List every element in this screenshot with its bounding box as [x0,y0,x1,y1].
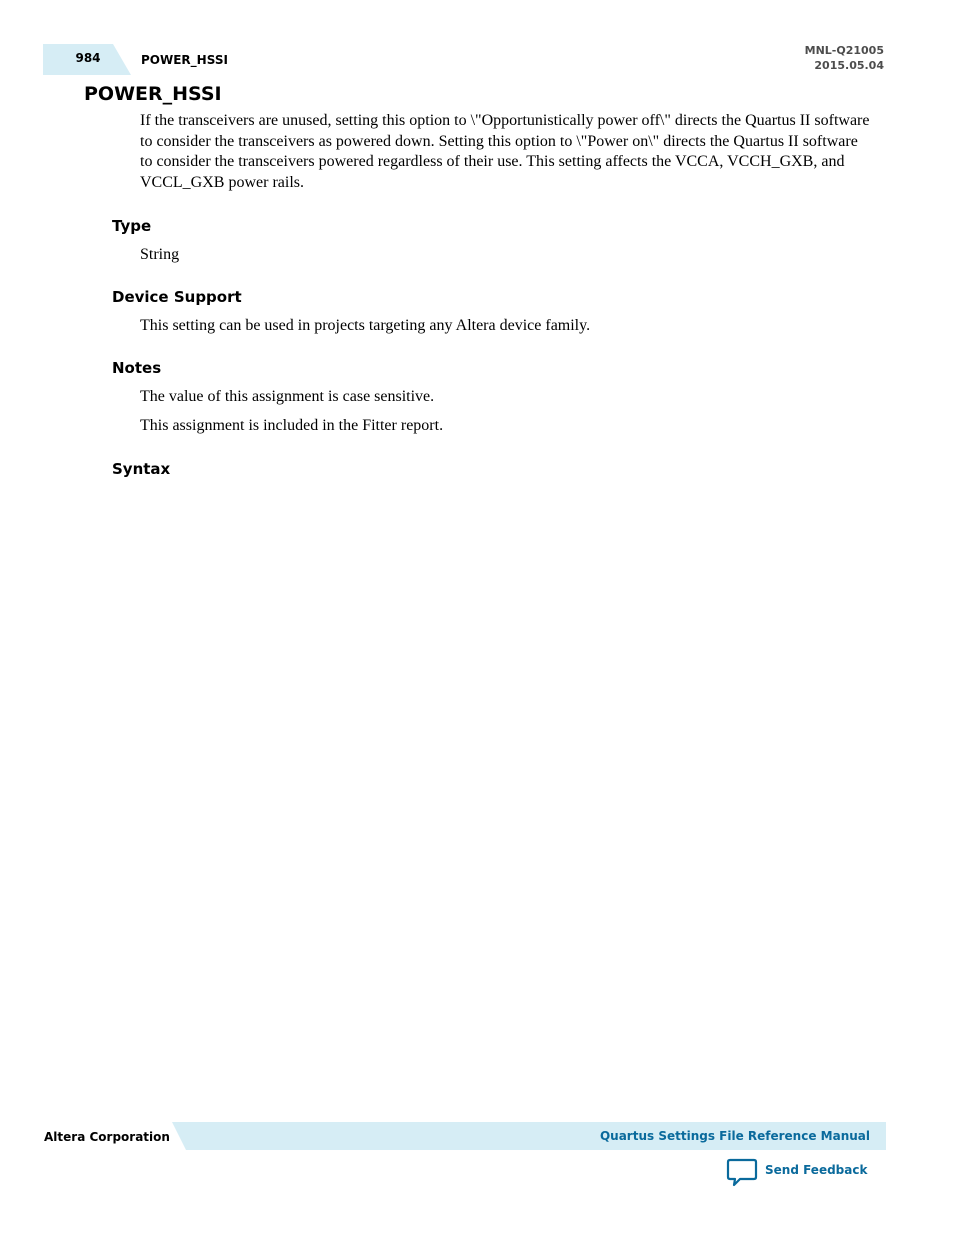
description-paragraph: If the transceivers are unused, setting this option to \"Opportunistically power off\" directs the Quartus II software to consider the transceivers as powered down. Setting this option to \"Power on\" directs the Quartus II software to consider the transceivers powered regardless of their use. This setting affects the VCCA, VCCH_GXB, and VCCL_GXB power rails. [140,112,870,191]
footer-company: Altera Corporation [44,1130,170,1144]
manual-title-link[interactable]: Quartus Settings File Reference Manual [599,1129,870,1143]
syntax-heading: Syntax [112,460,171,478]
device-support-text: This setting can be used in projects targeting any Altera device family. [140,317,591,334]
running-section-title: POWER_HSSI [141,53,228,67]
note-item: This assignment is included in the Fitter report. [140,417,444,434]
send-feedback-label: Send Feedback [765,1163,868,1177]
document-date: 2015.05.04 [814,59,884,72]
type-value: String [140,246,180,263]
page-title: POWER_HSSI [84,83,222,105]
document-id: MNL-Q21005 [804,44,884,57]
document-info [805,43,884,73]
type-heading: Type [112,217,152,235]
note-item: The value of this assignment is case sensitive. [140,388,435,405]
notes-heading: Notes [112,359,162,377]
page-number: 984 [75,51,101,65]
device-support-heading: Device Support [112,288,242,306]
send-feedback-link[interactable] [726,1158,867,1188]
speech-bubble-icon [726,1158,758,1188]
